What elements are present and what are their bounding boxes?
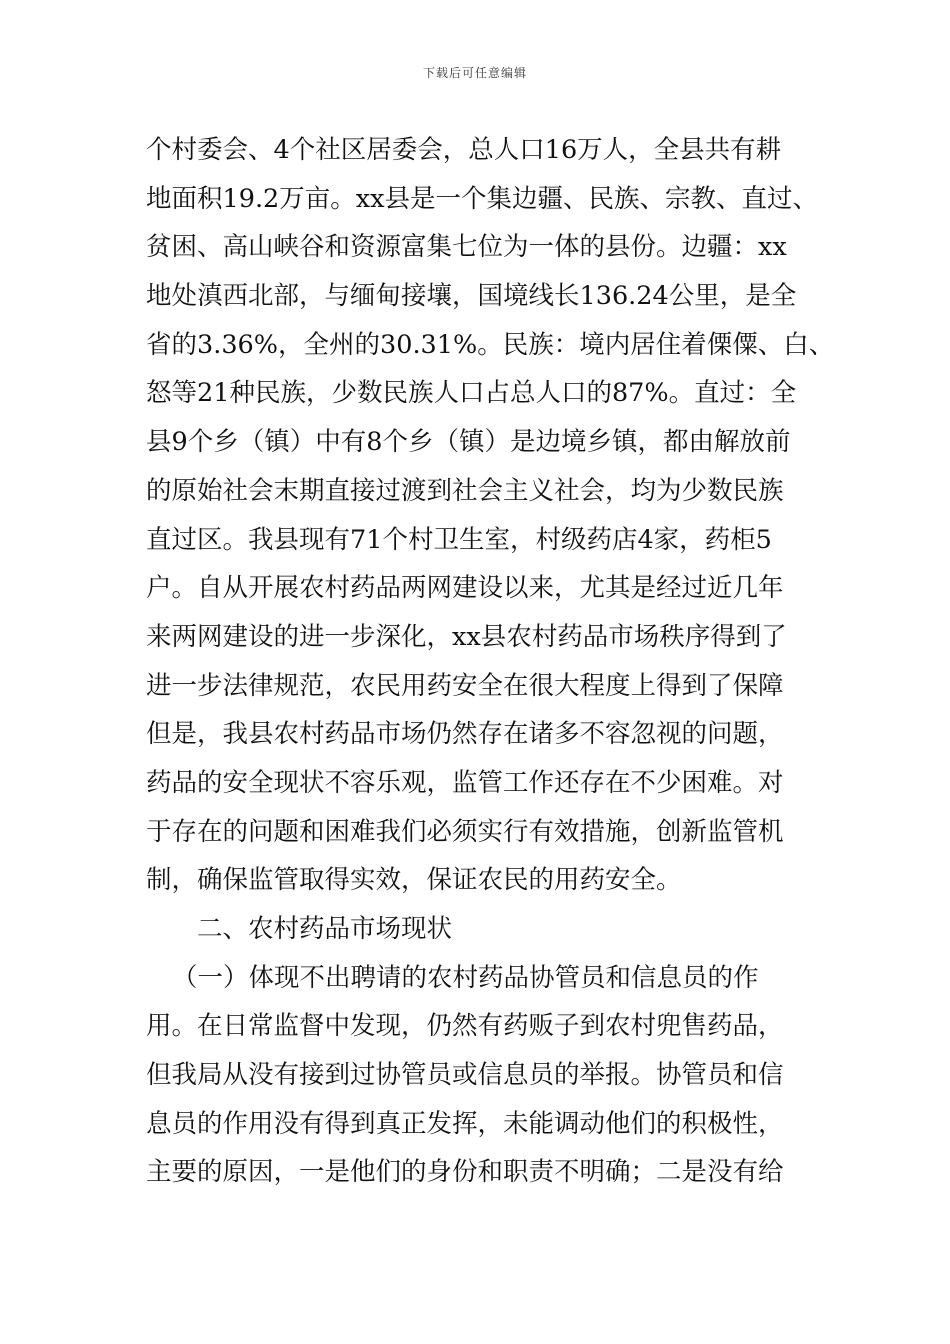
text-line: 个村委会、4个社区居委会，总人口16万人，全县共有耕 (146, 135, 782, 165)
text-line: 户。自从开展农村药品两网建设以来，尤其是经过近几年 (146, 573, 784, 604)
text-line: 但是，我县农村药品市场仍然存在诸多不容忽视的问题， (146, 719, 784, 750)
section-heading: 二、农村药品市场现状 (197, 914, 453, 944)
text-line: 地处滇西北部，与缅甸接壤，国境线长136.24公里，是全 (146, 281, 797, 312)
text-line: 地面积19.2万亩。xx县是一个集边疆、民族、宗教、直过、 (146, 183, 819, 214)
text-line: 用。在日常监督中发现，仍然有药贩子到农村兜售药品， (146, 1011, 784, 1042)
text-line: 但我局从没有接到过协管员或信息员的举报。协管员和信 (146, 1060, 784, 1091)
text-line: 怒等21种民族，少数民族人口占总人口的87%。直过：全 (146, 378, 797, 409)
text-line: 省的3.36%，全州的30.31%。民族：境内居住着傈僳、白、 (146, 329, 835, 360)
text-line: 的原始社会末期直接过渡到社会主义社会，均为少数民族 (146, 475, 784, 506)
text-line: 贫困、高山峡谷和资源富集七位为一体的县份。边疆：xx (146, 232, 787, 263)
text-line: 息员的作用没有得到真正发挥，未能调动他们的积极性， (146, 1108, 784, 1139)
text-line: 来两网建设的进一步深化，xx县农村药品市场秩序得到了 (146, 621, 787, 652)
page-header: 下载后可任意编辑 (422, 66, 527, 80)
text-line: 直过区。我县现有71个村卫生室，村级药店4家，药柜5 (146, 524, 772, 555)
text-line: 进一步法律规范，农民用药安全在很大程度上得到了保障 (146, 670, 784, 701)
text-line: 县9个乡（镇）中有8个乡（镇）是边境乡镇，都由解放前 (146, 427, 791, 458)
document-body (146, 126, 835, 1197)
text-line: 药品的安全现状不容乐观，监管工作还存在不少困难。对 (146, 767, 784, 798)
text-line: 于存在的问题和困难我们必须实行有效措施，创新监管机 (146, 816, 784, 847)
text-line: 主要的原因，一是他们的身份和职责不明确；二是没有给 (146, 1157, 784, 1188)
subsection-heading-line: （一）体现不出聘请的农村药品协管员和信息员的作 (172, 962, 759, 993)
text-line: 制，确保监管取得实效，保证农民的用药安全。 (146, 865, 682, 896)
